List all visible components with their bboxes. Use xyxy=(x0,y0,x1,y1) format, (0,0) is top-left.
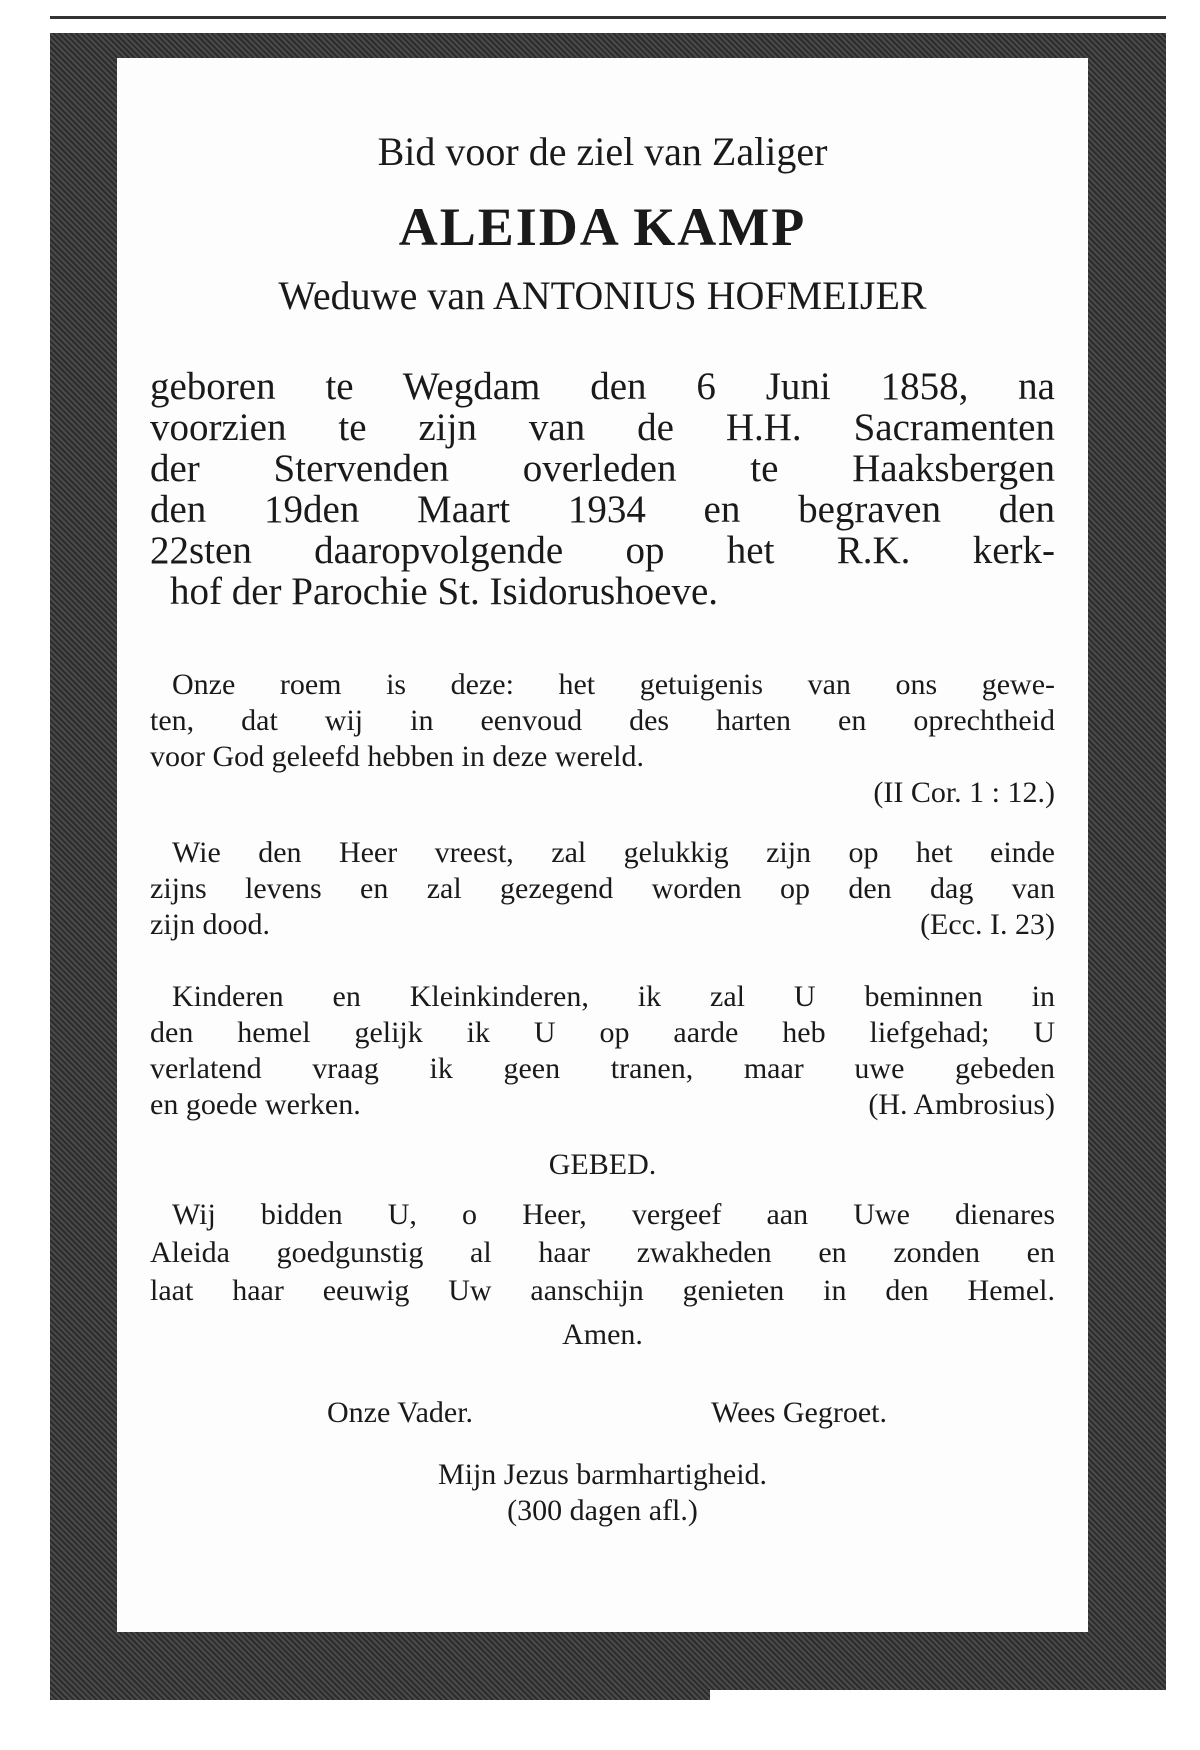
prayer-line: laat haar eeuwig Uw aanschijn genieten in den Hemel. xyxy=(150,1274,1055,1307)
quote1-line: ten, dat wij in eenvoud des harten en oprechtheid xyxy=(150,704,1055,737)
indulgence: (300 dagen afl.) xyxy=(507,1494,698,1527)
deceased-name: ALEIDA KAMP xyxy=(398,197,807,257)
amen: Amen. xyxy=(562,1318,643,1351)
quote2-line: Wie den Heer vreest, zal gelukkig zijn op het einde xyxy=(172,836,1055,869)
bio-line: geboren te Wegdam den 6 Juni 1858, na xyxy=(150,365,1055,408)
quote2-line: zijn dood. xyxy=(150,908,270,941)
prayer-our-father: Onze Vader. xyxy=(327,1396,474,1429)
bio-line: 22sten daaropvolgende op het R.K. kerk- xyxy=(150,529,1055,572)
quote1-line: Onze roem is deze: het getuigenis van ons gewe- xyxy=(172,668,1055,701)
invocation: Mijn Jezus barmhartigheid. xyxy=(437,1458,768,1491)
memorial-card xyxy=(117,58,1088,1632)
bio-line: voorzien te zijn van de H.H. Sacramenten xyxy=(150,406,1055,449)
bio-line: den 19den Maart 1934 en begraven den xyxy=(150,488,1055,531)
quote3-line: den hemel gelijk ik U op aarde heb liefgehad; U xyxy=(150,1016,1055,1049)
scan-torn-edge xyxy=(710,1690,1180,1750)
widow-of: Weduwe van ANTONIUS HOFMEIJER xyxy=(278,273,927,318)
bio-line: hof der Parochie St. Isidorushoeve. xyxy=(170,570,719,613)
quote2-last-row xyxy=(150,908,1055,942)
bio-line: der Stervenden overleden te Haaksbergen xyxy=(150,447,1055,490)
prayer-hail-mary: Wees Gegroet. xyxy=(711,1396,887,1429)
card-header: Bid voor de ziel van Zaliger xyxy=(377,129,828,174)
quote3-line: Kinderen en Kleinkinderen, ik zal U beminnen in xyxy=(172,980,1055,1013)
prayer-line: Aleida goedgunstig al haar zwakheden en zonden en xyxy=(150,1236,1055,1269)
prayer-title: GEBED. xyxy=(548,1148,657,1181)
scan-edge-line xyxy=(50,16,1166,19)
quote3-line: verlatend vraag ik geen tranen, maar uwe gebeden xyxy=(150,1052,1055,1085)
quote2-line: zijns levens en zal gezegend worden op den dag van xyxy=(150,872,1055,905)
quote1-line: voor God geleefd hebben in deze wereld. xyxy=(150,740,644,773)
quote1-source: (II Cor. 1 : 12.) xyxy=(873,776,1055,809)
quote3-line: en goede werken. xyxy=(150,1088,361,1121)
quote3-source: (H. Ambrosius) xyxy=(868,1088,1055,1121)
prayer-line: Wij bidden U, o Heer, vergeef aan Uwe dienares xyxy=(172,1198,1055,1231)
prayers-said xyxy=(327,1396,887,1430)
quote2-source: (Ecc. I. 23) xyxy=(920,908,1055,941)
quote3-last-row xyxy=(150,1088,1055,1122)
